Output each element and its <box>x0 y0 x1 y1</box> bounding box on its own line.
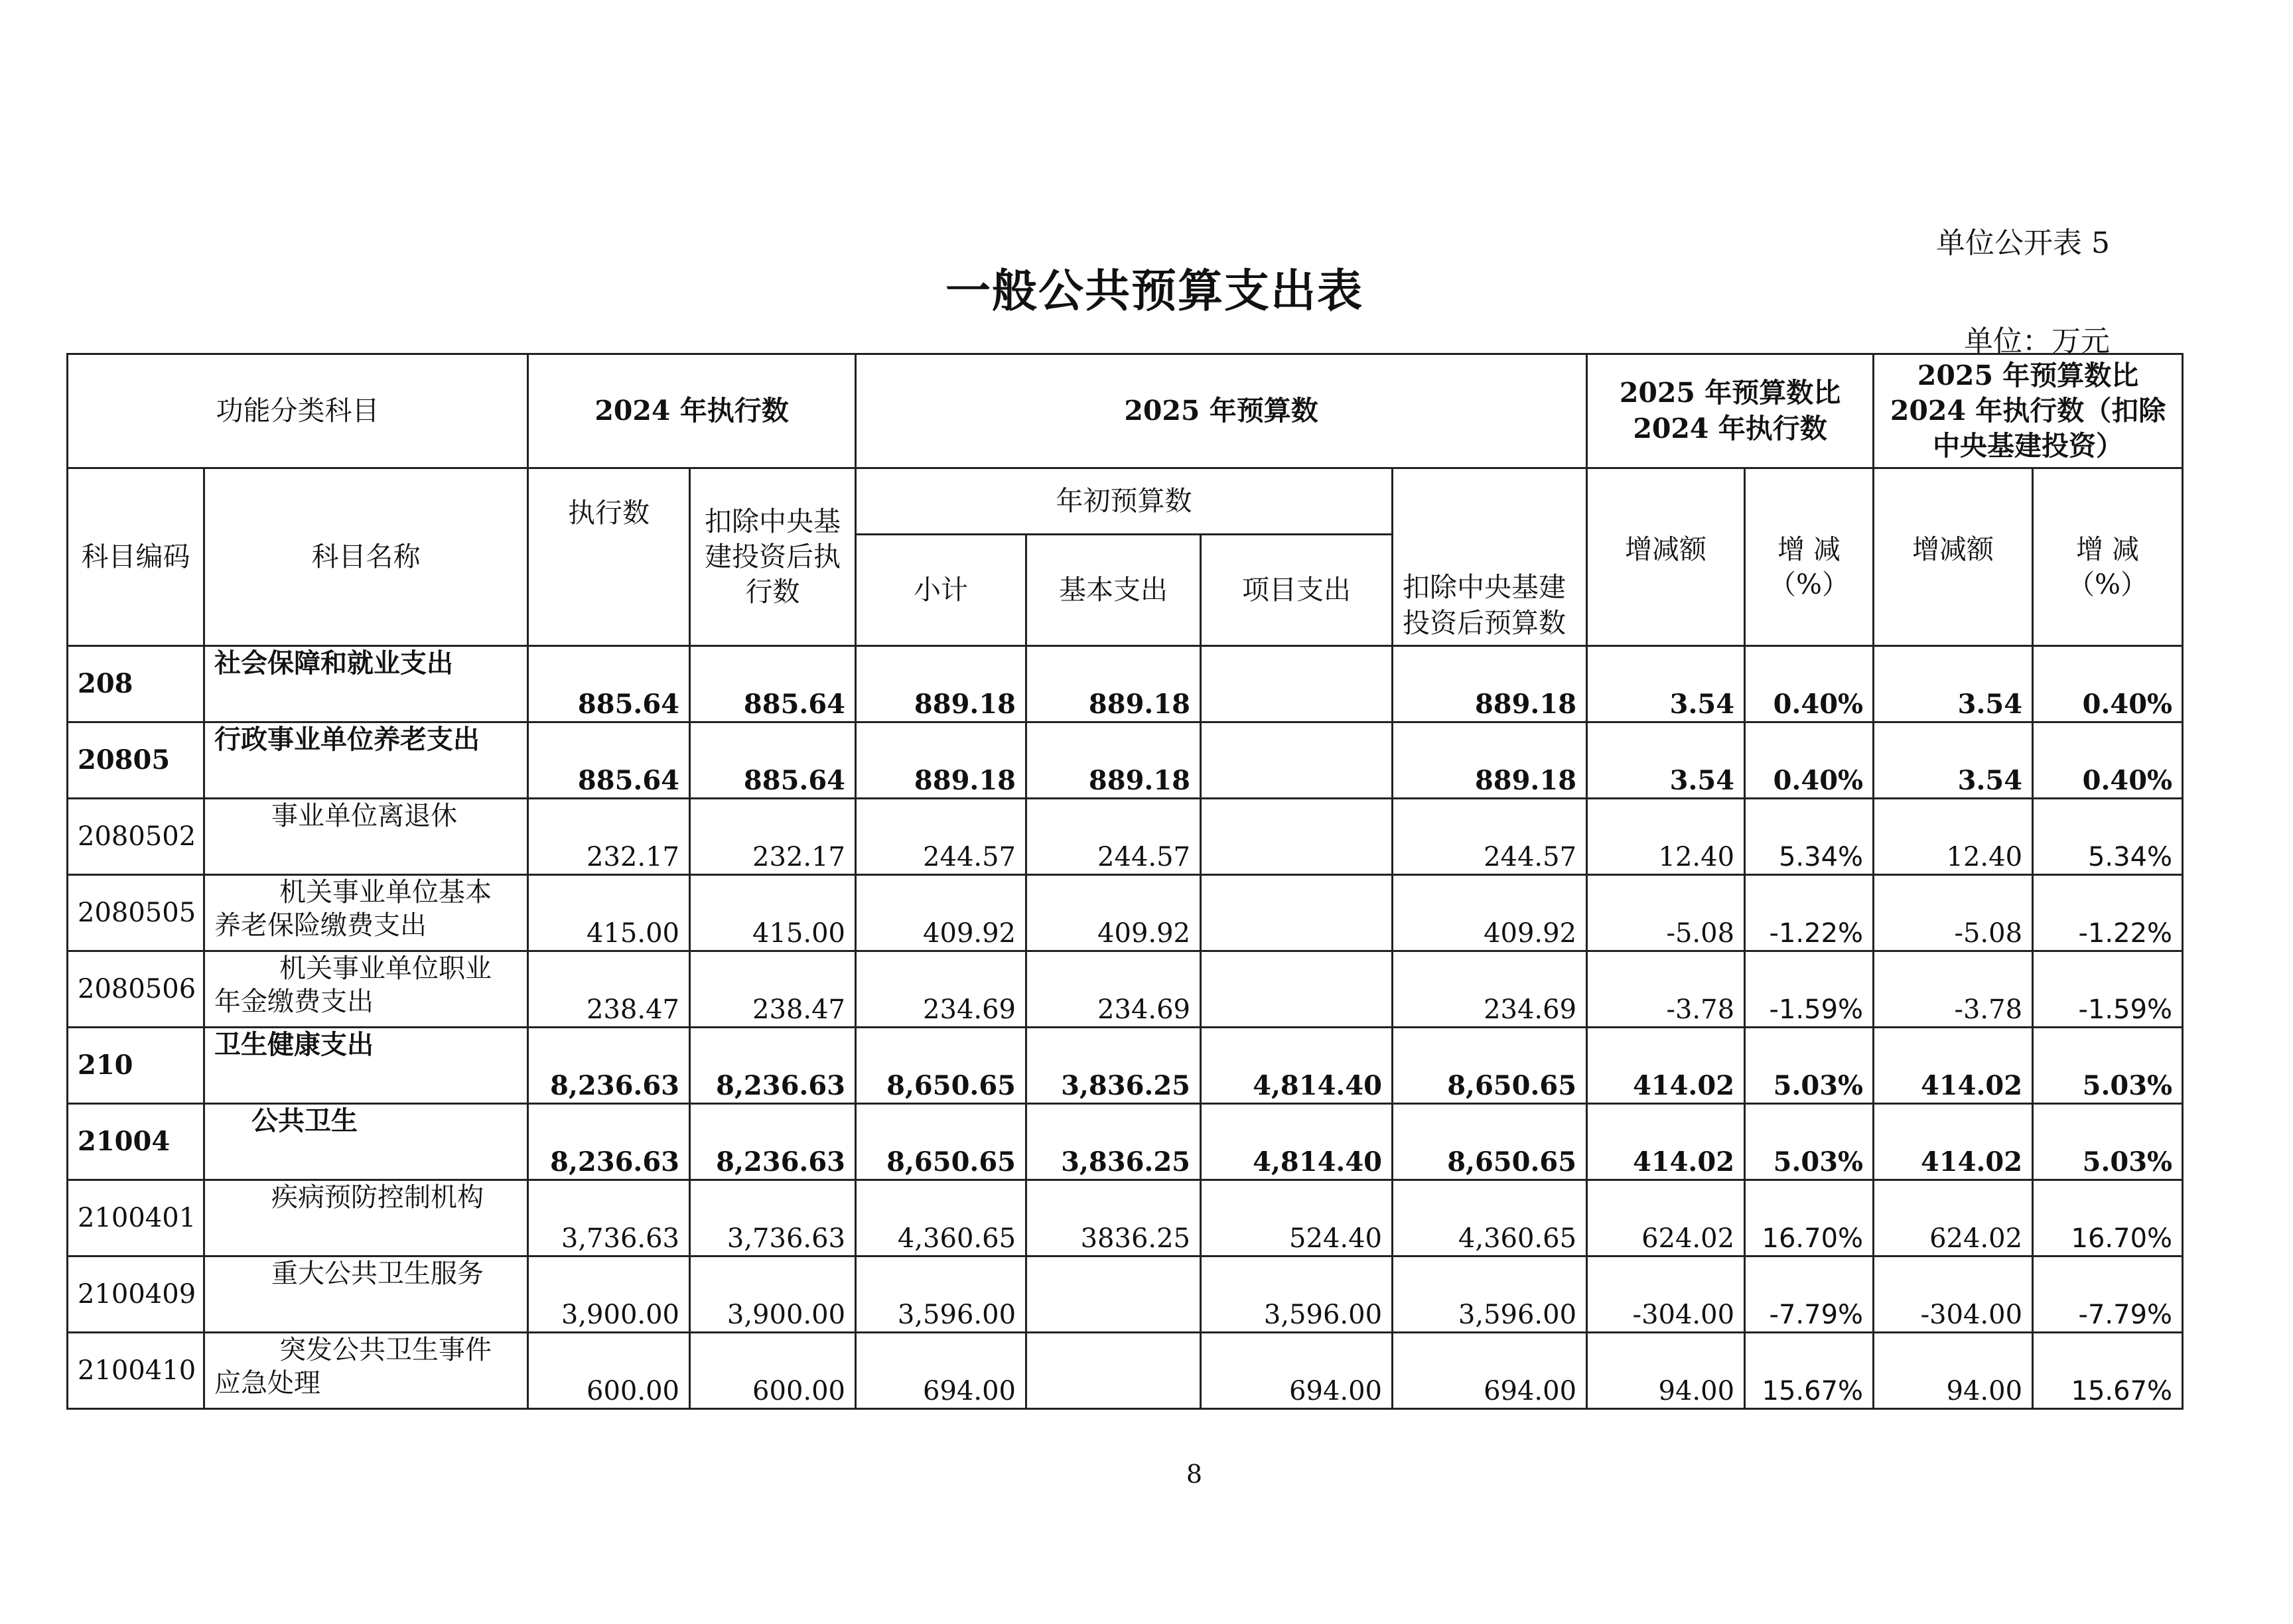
header-exec-2024: 2024 年执行数 <box>528 354 856 468</box>
budget-table <box>66 353 2184 1410</box>
header-name: 科目名称 <box>204 468 528 646</box>
page-title: 一般公共预算支出表 <box>945 265 1363 318</box>
header-diff-2: 增减额 <box>1874 468 2033 646</box>
form-number: 单位公开表 5 <box>1936 226 2110 260</box>
header-pct-1: 增 减（%） <box>1745 468 1874 646</box>
unit-label: 单位：万元 <box>1964 324 2110 358</box>
table-row: 21004 公共卫生 8,236.63 8,236.63 8,650.65 3,836.25 4,814.40 8,650.65 414.02 5.03% 414.02 5.03% <box>68 1104 2183 1180</box>
table-row: 2080505 机关事业单位基本养老保险缴费支出 415.00 415.00 409.92 409.92 409.92 -5.08 -1.22% -5.08 -1.22% <box>68 875 2183 951</box>
header-budget-adjusted: 扣除中央基建投资后预算数 <box>1393 468 1587 646</box>
table-row: 2080506 机关事业单位职业年金缴费支出 238.47 238.47 234.69 234.69 234.69 -3.78 -1.59% -3.78 -1.59% <box>68 951 2183 1028</box>
header-exec: 执行数 <box>528 468 690 646</box>
header-exec-adjusted: 扣除中央基建投资后执行数 <box>690 468 856 646</box>
table-row: 2100409 重大公共卫生服务 3,900.00 3,900.00 3,596.00 3,596.00 3,596.00 -304.00 -7.79% -304.00 -7.79% <box>68 1256 2183 1333</box>
table-row: 2100410 突发公共卫生事件应急处理 600.00 600.00 694.00 694.00 694.00 94.00 15.67% 94.00 15.67% <box>68 1333 2183 1409</box>
header-compare-adjusted: 2025 年预算数比 2024 年执行数（扣除中央基建投资） <box>1874 354 2183 468</box>
header-code: 科目编码 <box>68 468 204 646</box>
header-diff-1: 增减额 <box>1587 468 1745 646</box>
header-compare: 2025 年预算数比 2024 年执行数 <box>1587 354 1874 468</box>
header-budget-2025: 2025 年预算数 <box>856 354 1587 468</box>
header-subtotal: 小计 <box>856 535 1026 646</box>
table-row: 2100401 疾病预防控制机构 3,736.63 3,736.63 4,360.65 3836.25 524.40 4,360.65 624.02 16.70% 624.02 16.70% <box>68 1180 2183 1256</box>
header-project: 项目支出 <box>1201 535 1393 646</box>
table-row: 2080502 事业单位离退休 232.17 232.17 244.57 244.57 244.57 12.40 5.34% 12.40 5.34% <box>68 799 2183 875</box>
table-row: 20805 行政事业单位养老支出 885.64 885.64 889.18 889.18 889.18 3.54 0.40% 3.54 0.40% <box>68 722 2183 799</box>
header-pct-2: 增 减（%） <box>2033 468 2183 646</box>
table-row: 210 卫生健康支出 8,236.63 8,236.63 8,650.65 3,836.25 4,814.40 8,650.65 414.02 5.03% 414.02 5.03% <box>68 1028 2183 1104</box>
header-initial-budget: 年初预算数 <box>856 468 1393 535</box>
page-number: 8 <box>1186 1459 1203 1489</box>
header-basic: 基本支出 <box>1026 535 1201 646</box>
header-category: 功能分类科目 <box>68 354 528 468</box>
table-row: 208 社会保障和就业支出 885.64 885.64 889.18 889.18 889.18 3.54 0.40% 3.54 0.40% <box>68 646 2183 722</box>
